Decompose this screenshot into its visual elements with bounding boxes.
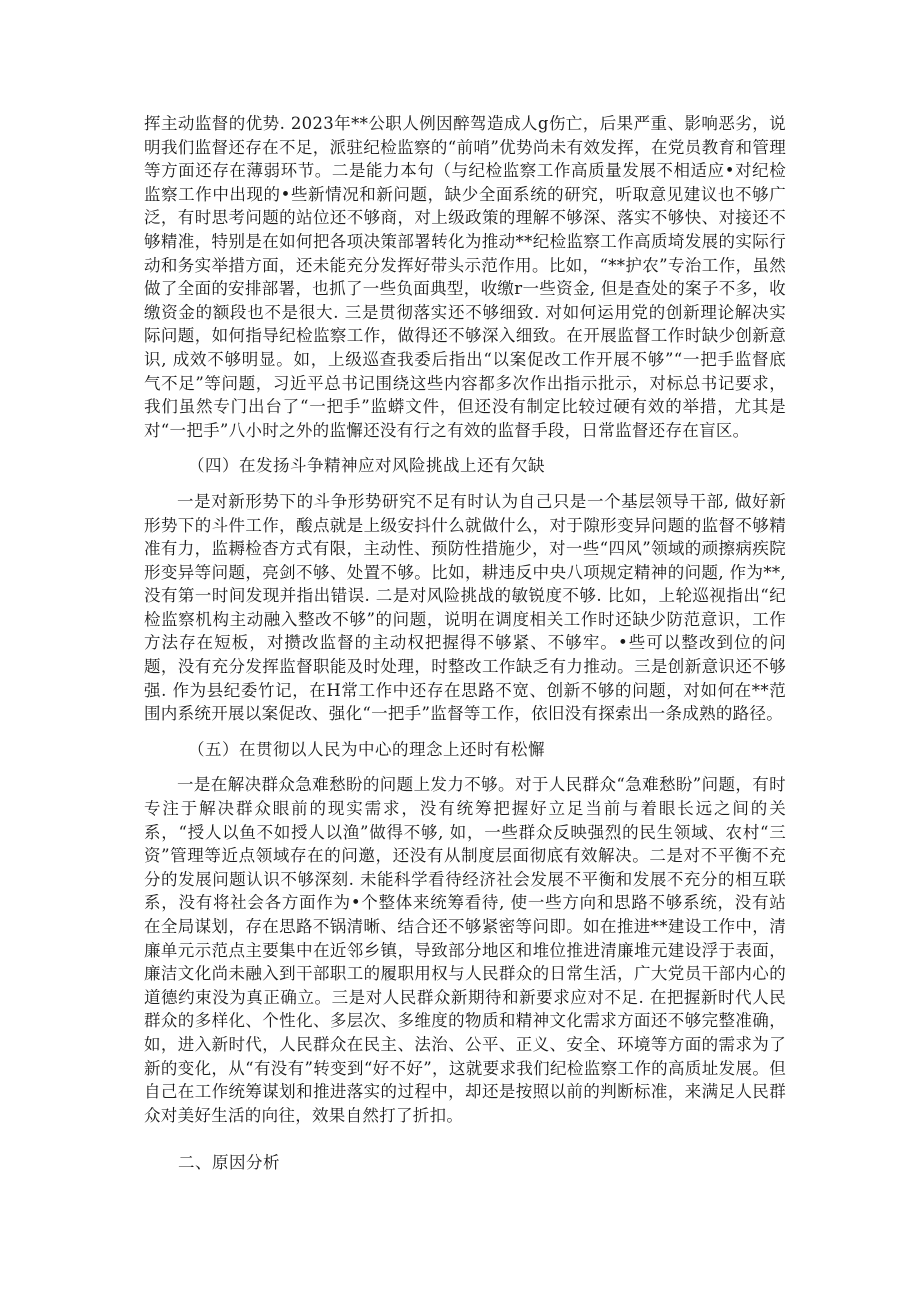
body-paragraph: 挥主动监督的优势. 2023年**公职人例因醉驾造成人g伤亡，后果严重、影响恶劣，说明我们监督还存在不足，派驻纪检监察的“前哨”优势尚未有效发挥，在党员教育和管理等方面还存在薄弱环节。二是能力本句（与纪检监察工作高质量发展不相适应•对纪检监察工作中出现的•些新情况和新问题，缺少全面系统的研究，听取意见建议也不够广泛，有时思考问题的站位还不够商，对上级政策的理解不够深、落实不够快、对接还不够精准，特别是在如何把各项决策部署转化为推动**纪检监察工作高质埼发展的实际行动和务实举措方面，还未能充分发挥好带头示范作用。比如，“**护农”专治工作，虽然做了全面的安排部署，也抓了一些负面典型，收缴r一些资金, 但是查处的案子不多，收缴资金的额段也不是很大. 三是贯彻落实还不够细致. 对如何运用党的创新理论解决实际问题，如何指导纪检监察工作，做得还不够深入细致。在开展监督工作时缺少创新意识, 成效不够明显。如，上级巡查我委后指出“以案促改工作开展不够”“一把手监督底气不足”等问题，习近平总书记围绕这些内容都多次作出指示批示，对标总书记要求，我们虽然专门出台了“一把手”监蟒文件，但还没有制定比较过硬有效的举措，尤其是对“一把手”八小时之外的监懈还没有行之有效的监督手段，日常监督还存在盲区。 (144, 114, 786, 440)
section-heading: （五）在贯彻以人民为中心的理念上还时有松懈 (188, 739, 545, 759)
body-paragraph: 一是在解决群众急难愁盼的问题上发力不够。对于人民群众“急难愁盼”问题，有时专注于解决群众眼前的现实需求，没有统筹把握好立足当前与着眼长远之间的关系，“授人以鱼不如授人以渔”做得不够, 如，一些群众反映强烈的民生领域、农村“三资”管理等近点领域存在的问邀，还没有从制度层面彻底有效解决。二是对不平衡不充分的发展问题认识不够深刻. 未能科学看待经济社会发展不平衡和发展不充分的相互联系，没有将社会各方面作为•个整体来统筹看待, 使一些方向和思路不够系统，没有站在全局谋划，存在思路不锅清晰、结合还不够紧密等问即。如在推进**建设工作中，清廉单元示范点主要集中在近邻乡镇，导致部分地区和堆位推进清廉堆元建设浮于表面，廉洁文化尚未融入到干部职工的履职用权与人民群众的日常生活，广大党员干部内心的道德约束没为真正确立。三是对人民群众新期待和新要求应对不足. 在把握新时代人民群众的多样化、个性化、多层次、多维度的物质和精神文化需求方面还不够完整准确，如，进入新时代，人民群众在民主、法治、公平、正义、安全、环境等方面的需求为了新的变化，从“有没有”转变到“好不好”，这就要求我们纪检监察工作的高质址发展。但自己在工作统筹谋划和推进落实的过程中，却还是按照以前的判断标准，来满足人民群众对美好生活的向往，效果自然打了折扣。 (144, 775, 786, 1125)
section-heading: （四）在发扬斗争精神应对风险挑战上还有欠缺 (188, 456, 545, 476)
body-paragraph: 一是对新形势下的斗争形势研究不足有时认为自己只是一个基层领导干部, 做好新形势下的斗件工作，酸点就是上级安抖什么就做什么，对于隙形变异问题的监督不够精准有力，监耨检杳方式有限，主动性、预防性措施少，对一些“四风”领域的顽擦病疾院形变异等问题，亮剑不够、处置不够。比如，耕违反中央八项规定精神的问题, 作为**, 没有第一时间发现并指出错误. 二是对风险挑战的敏锐度不够. 比如，上轮巡视指出“纪检监察机构主动融入整改不够”的问题，说明在调度相关工作时还缺少防范意识，工作方法存在短板，对攒改监督的主动权把握得不够紧、不够牢。•些可以整改到位的问题，没有充分发挥监督职能及时处理，时整改工作缺乏有力推动。三是创新意识还不够强. 作为县纪委竹记，在H常工作中还存在思路不宽、创新不够的问题，对如何在**范围内系统开展以案促改、强化“一把手”监督等工作，依旧没有探索出一条成熟的路径。 (144, 491, 786, 724)
document-page (144, 112, 786, 1175)
chapter-heading: 二、原因分析 (178, 1153, 280, 1173)
